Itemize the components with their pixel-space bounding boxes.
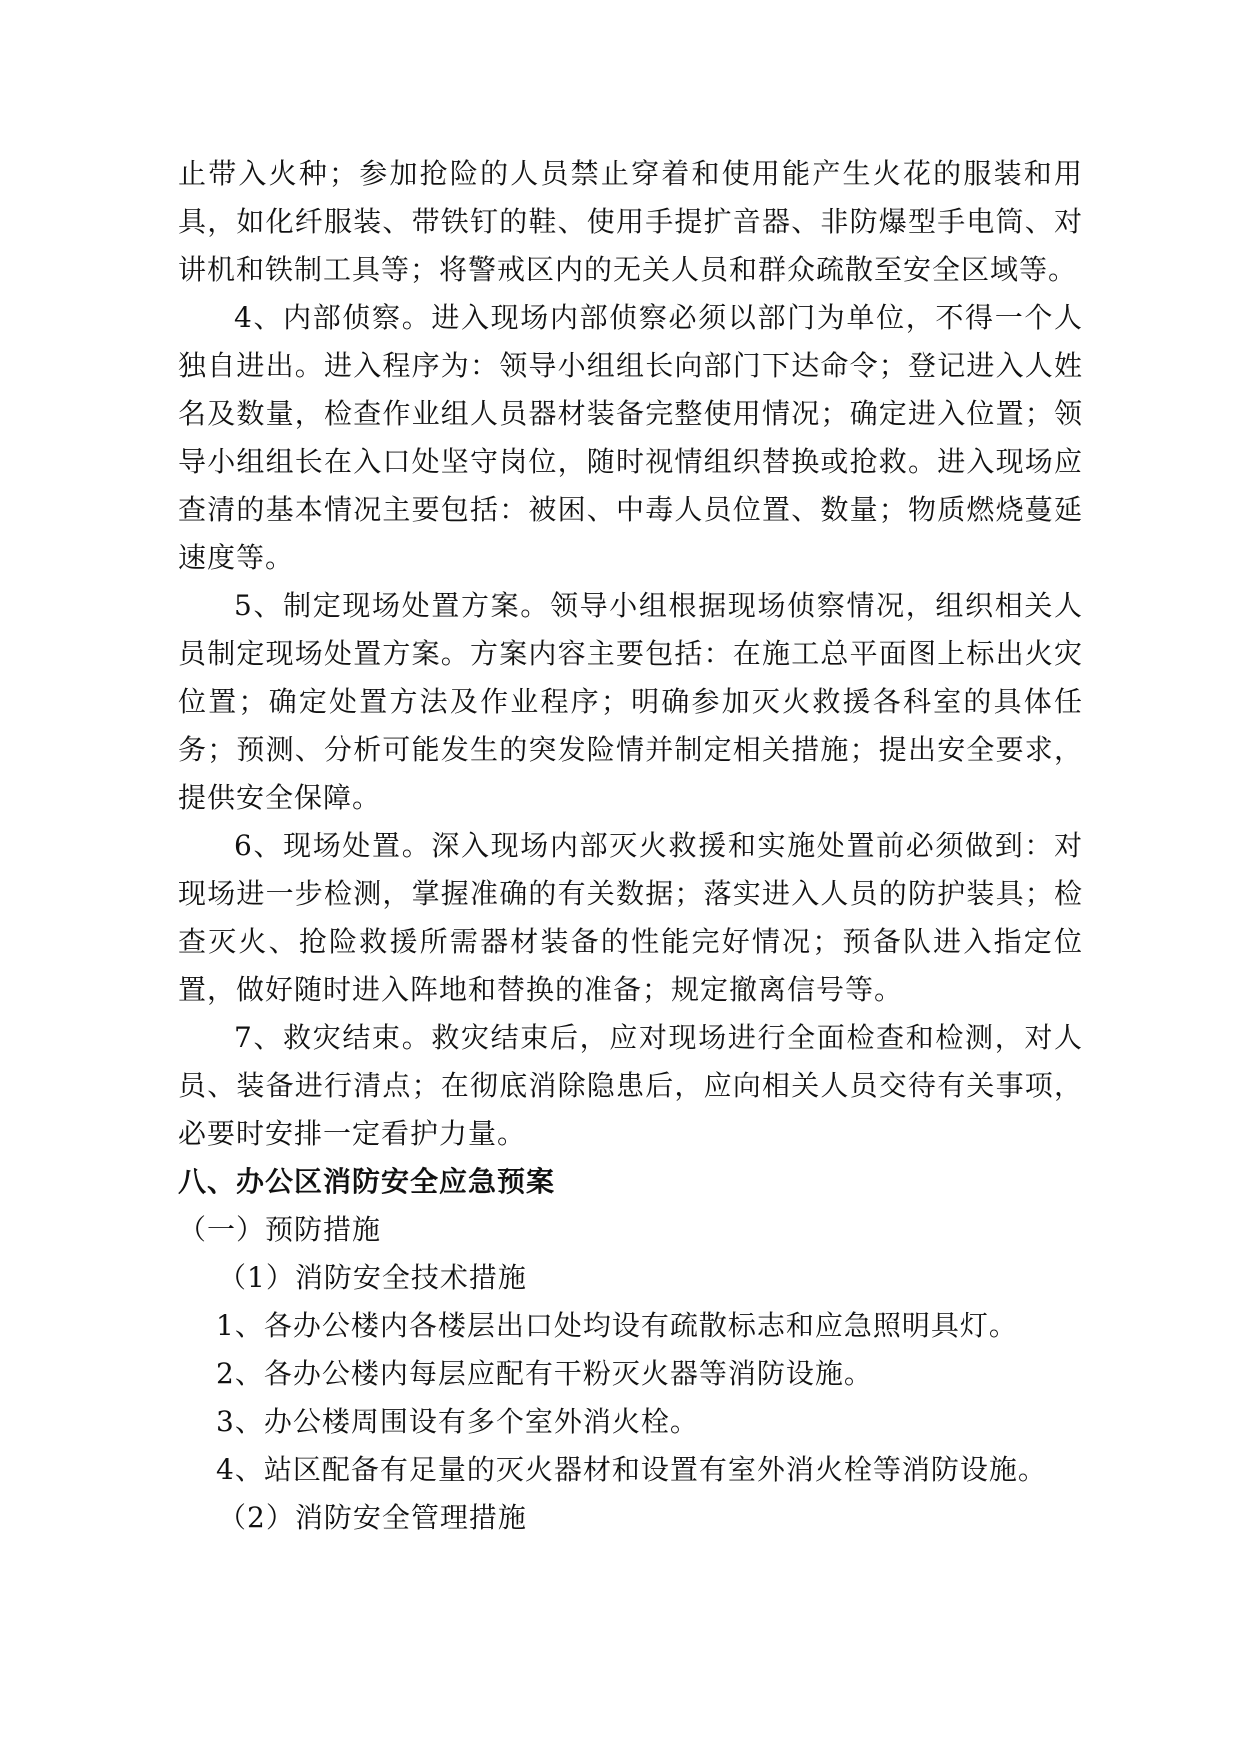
section-heading: 八、办公区消防安全应急预案 (178, 1165, 556, 1198)
subsubsection-heading-technical: （1）消防安全技术措施 (218, 1261, 527, 1294)
list-item: 2、各办公楼内每层应配有干粉灭火器等消防设施。 (216, 1357, 873, 1390)
paragraph-continuation: 止带入火种；参加抢险的人员禁止穿着和使用能产生火花的服装和用具，如化纤服装、带铁钉的鞋、使用手提扩音器、非防爆型手电筒、对讲机和铁制工具等；将警戒区内的无关人员和群众疏散至安全区域等。 (178, 157, 1083, 286)
list-item: 4、站区配备有足量的灭火器材和设置有室外消火栓等消防设施。 (216, 1453, 1047, 1486)
paragraph-item-4: 4、内部侦察。进入现场内部侦察必须以部门为单位，不得一个人独自进出。进入程序为：领导小组组长向部门下达命令；登记进入人姓名及数量，检查作业组人员器材装备完整使用情况；确定进入位置；领导小组组长在入口处坚守岗位，随时视情组织替换或抢救。进入现场应查清的基本情况主要包括：被困、中毒人员位置、数量；物质燃烧蔓延速度等。 (178, 301, 1083, 574)
document-body (178, 150, 1083, 1542)
subsubsection-heading-management: （2）消防安全管理措施 (218, 1501, 527, 1534)
list-item: 1、各办公楼内各楼层出口处均设有疏散标志和应急照明具灯。 (216, 1309, 1018, 1342)
paragraph-item-6: 6、现场处置。深入现场内部灭火救援和实施处置前必须做到：对现场进一步检测，掌握准确的有关数据；落实进入人员的防护装具；检查灭火、抢险救援所需器材装备的性能完好情况；预备队进入指定位置，做好随时进入阵地和替换的准备；规定撤离信号等。 (178, 829, 1083, 1006)
paragraph-item-7: 7、救灾结束。救灾结束后，应对现场进行全面检查和检测，对人员、装备进行清点；在彻底消除隐患后，应向相关人员交待有关事项，必要时安排一定看护力量。 (178, 1021, 1083, 1150)
subsection-heading: （一）预防措施 (178, 1213, 382, 1246)
list-item: 3、办公楼周围设有多个室外消火栓。 (216, 1405, 699, 1438)
paragraph-item-5: 5、制定现场处置方案。领导小组根据现场侦察情况，组织相关人员制定现场处置方案。方案内容主要包括：在施工总平面图上标出火灾位置；确定处置方法及作业程序；明确参加灭火救援各科室的具体任务；预测、分析可能发生的突发险情并制定相关措施；提出安全要求，提供安全保障。 (178, 589, 1083, 814)
